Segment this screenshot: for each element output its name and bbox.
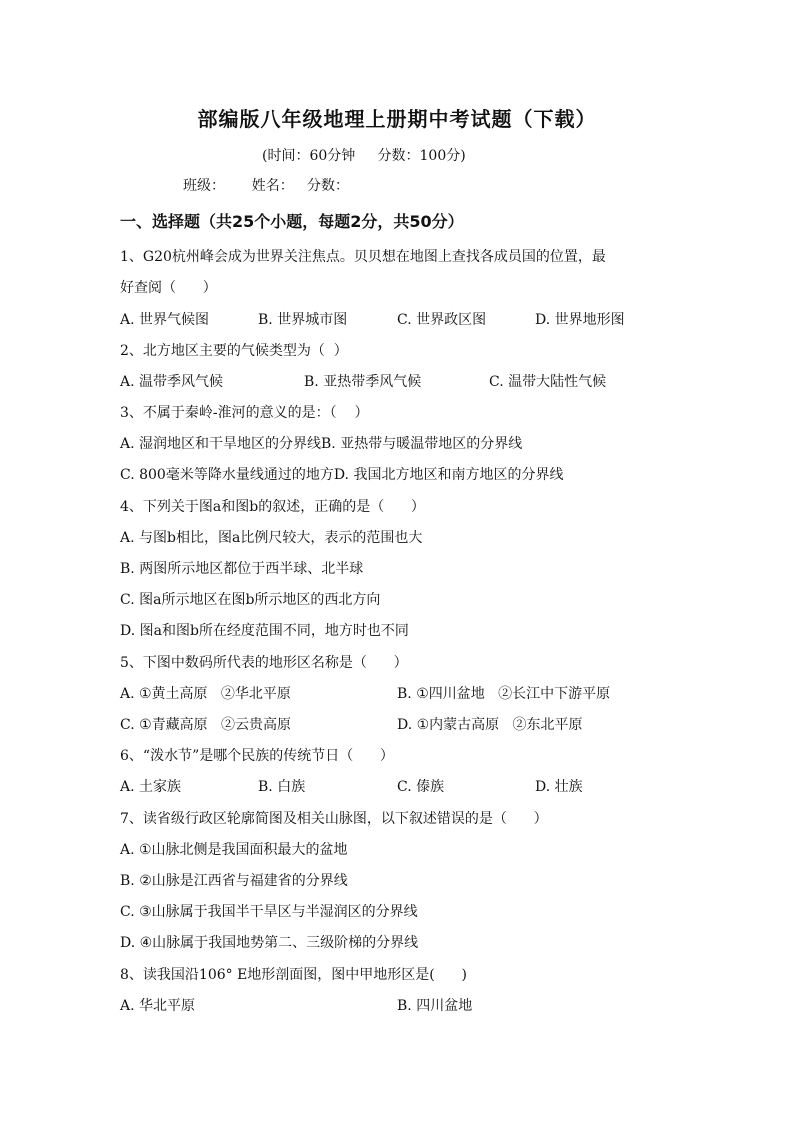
document-title: 部编版八年级地理上册期中考试题（下载） xyxy=(197,107,597,131)
q3-option-cd: C. 800毫米等降水量线通过的地方D. 我国北方地区和南方地区的分界线 xyxy=(120,467,564,483)
q7-option-b: B. ②山脉是江西省与福建省的分界线 xyxy=(120,873,348,889)
q7-option-c: C. ③山脉属于我国半干旱区与半湿润区的分界线 xyxy=(120,904,418,920)
question-5-text: 5、下图中数码所代表的地形区名称是（ ） xyxy=(120,655,408,671)
class-info-line: 班级： 姓名： 分数： xyxy=(183,178,350,194)
question-3-text: 3、不属于秦岭-淮河的意义的是：（ ） xyxy=(120,405,369,421)
q8-option-a: A. 华北平原 xyxy=(120,998,196,1014)
q2-option-c: C. 温带大陆性气候 xyxy=(489,374,607,390)
q6-option-d: D. 壮族 xyxy=(535,779,583,795)
question-1-text-cont: 好查阅（ ） xyxy=(120,280,217,296)
question-8-text: 8、读我国沿106° E地形剖面图，图中甲地形区是( ) xyxy=(120,967,467,983)
question-6-text: 6、“泼水节”是哪个民族的传统节日（ ） xyxy=(120,748,394,764)
question-1-text: 1、G20杭州峰会成为世界关注焦点。贝贝想在地图上查找各成员国的位置，最 xyxy=(120,249,606,265)
q4-option-d: D. 图a和图b所在经度范围不同，地方时也不同 xyxy=(120,623,409,639)
q1-option-a: A. 世界气候图 xyxy=(120,312,210,328)
question-2-text: 2、北方地区主要的气候类型为（ ） xyxy=(120,343,348,359)
q3-option-ab: A. 湿润地区和干旱地区的分界线B. 亚热带与暖温带地区的分界线 xyxy=(120,436,523,452)
q6-option-a: A. 土家族 xyxy=(120,779,182,795)
q2-option-a: A. 温带季风气候 xyxy=(120,374,224,390)
q4-option-b: B. 两图所示地区都位于西半球、北半球 xyxy=(120,561,364,577)
q7-option-d: D. ④山脉属于我国地势第二、三级阶梯的分界线 xyxy=(120,935,419,951)
q6-option-c: C. 傣族 xyxy=(397,779,445,795)
q5-option-b: B. ①四川盆地 ②长江中下游平原 xyxy=(397,686,611,702)
q8-option-b: B. 四川盆地 xyxy=(397,998,473,1014)
q6-option-b: B. 白族 xyxy=(258,779,306,795)
q2-option-b: B. 亚热带季风气候 xyxy=(304,374,422,390)
q4-option-a: A. 与图b相比，图a比例尺较大，表示的范围也大 xyxy=(120,530,423,546)
time-score-line: (时间：60分钟 分数：100分) xyxy=(262,148,466,164)
q7-option-a: A. ①山脉北侧是我国面积最大的盆地 xyxy=(120,842,348,858)
q5-option-a: A. ①黄土高原 ②华北平原 xyxy=(120,686,291,702)
question-4-text: 4、下列关于图a和图b的叙述，正确的是（ ） xyxy=(120,499,425,515)
q1-option-c: C. 世界政区图 xyxy=(397,312,487,328)
q5-option-d: D. ①内蒙古高原 ②东北平原 xyxy=(397,717,583,733)
q1-option-d: D. 世界地形图 xyxy=(535,312,625,328)
section-heading: 一、选择题（共25个小题，每题2分，共50分） xyxy=(120,212,464,231)
question-7-text: 7、读省级行政区轮廓简图及相关山脉图，以下叙述错误的是（ ） xyxy=(120,811,548,827)
q4-option-c: C. 图a所示地区在图b所示地区的西北方向 xyxy=(120,592,381,608)
q5-option-c: C. ①青藏高原 ②云贵高原 xyxy=(120,717,292,733)
q1-option-b: B. 世界城市图 xyxy=(258,312,348,328)
